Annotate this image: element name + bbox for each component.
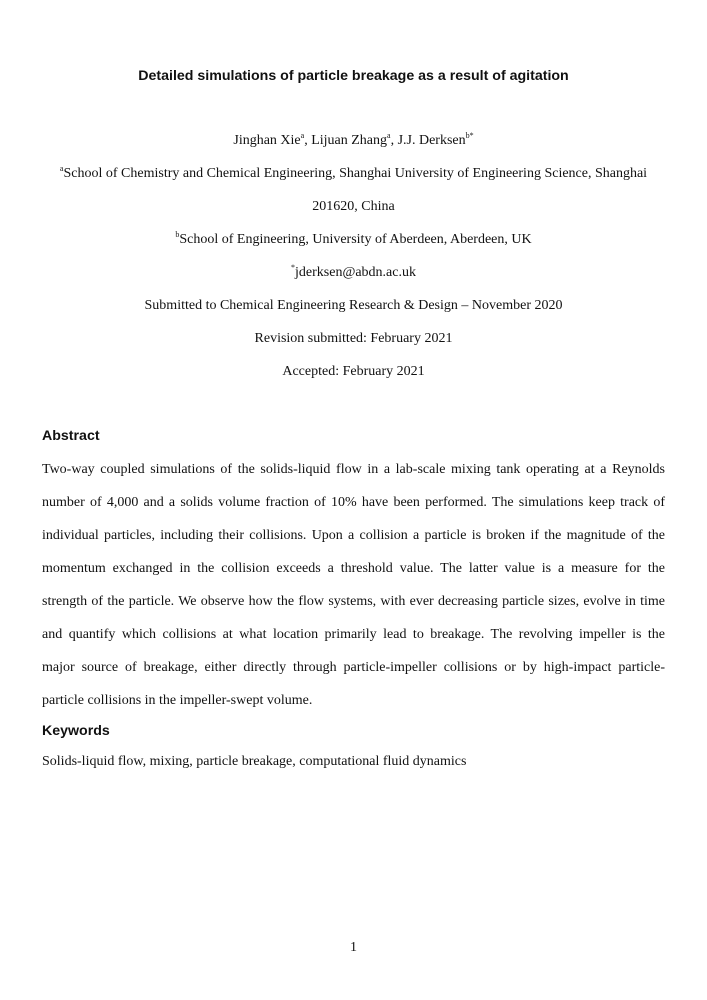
author-affiliation-mark: b*: [465, 131, 474, 140]
abstract-heading: Abstract: [42, 428, 100, 444]
submission-line: Submitted to Chemical Engineering Research & Design – November 2020: [144, 298, 563, 313]
author-separator: ,: [304, 133, 312, 148]
abstract-line: and quantify which collisions at what location primarily lead to breakage. The revolving impeller is the: [42, 627, 665, 642]
author-affiliation-mark: a: [387, 131, 391, 140]
affiliation-mark: a: [59, 164, 64, 173]
abstract-body: [42, 453, 665, 717]
accepted-line: Accepted: February 2021: [282, 364, 425, 379]
affiliation-a: [0, 166, 707, 182]
author-name: Jinghan Xie: [233, 133, 301, 148]
author-affiliation-mark: a: [300, 131, 305, 140]
corresponding-mark: *: [291, 263, 296, 272]
keywords-list: Solids-liquid flow, mixing, particle breakage, computational fluid dynamics: [42, 754, 467, 769]
email-link[interactable]: jderksen@abdn.ac.uk: [295, 265, 416, 280]
abstract-line: strength of the particle. We observe how the flow systems, with ever decreasing particle sizes, evolve in time: [42, 594, 665, 609]
author-list: [0, 133, 707, 149]
author-separator: ,: [390, 133, 398, 148]
corresponding-email: [0, 265, 707, 281]
affiliation-a-continued: 201620, China: [312, 199, 395, 214]
affiliation-b: [0, 232, 707, 248]
author-name: J.J. Derksen: [397, 133, 466, 148]
affiliation-mark: b: [175, 230, 180, 239]
abstract-line: number of 4,000 and a solids volume fraction of 10% have been performed. The simulations keep track of: [42, 495, 665, 510]
paper-title: Detailed simulations of particle breakage as a result of agitation: [138, 68, 569, 84]
abstract-line: momentum exchanged in the collision exceeds a threshold value. The latter value is a measure for the: [42, 561, 665, 576]
affiliation-text: School of Engineering, University of Aberdeen, Aberdeen, UK: [179, 232, 532, 247]
affiliation-text: School of Chemistry and Chemical Engineering, Shanghai University of Engineering Science, Shanghai: [63, 166, 648, 181]
page-number: 1: [350, 940, 357, 955]
author-name: Lijuan Zhang: [311, 133, 388, 148]
abstract-line: particle collisions in the impeller-swept volume.: [42, 693, 313, 708]
revision-line: Revision submitted: February 2021: [254, 331, 453, 346]
keywords-heading: Keywords: [42, 723, 110, 739]
abstract-line: Two-way coupled simulations of the solids-liquid flow in a lab-scale mixing tank operating at a Reynolds: [42, 462, 665, 477]
abstract-line: major source of breakage, either directly through particle-impeller collisions or by high-impact particle-: [42, 660, 665, 675]
abstract-line: individual particles, including their collisions. Upon a collision a particle is broken if the magnitude of the: [42, 528, 665, 543]
